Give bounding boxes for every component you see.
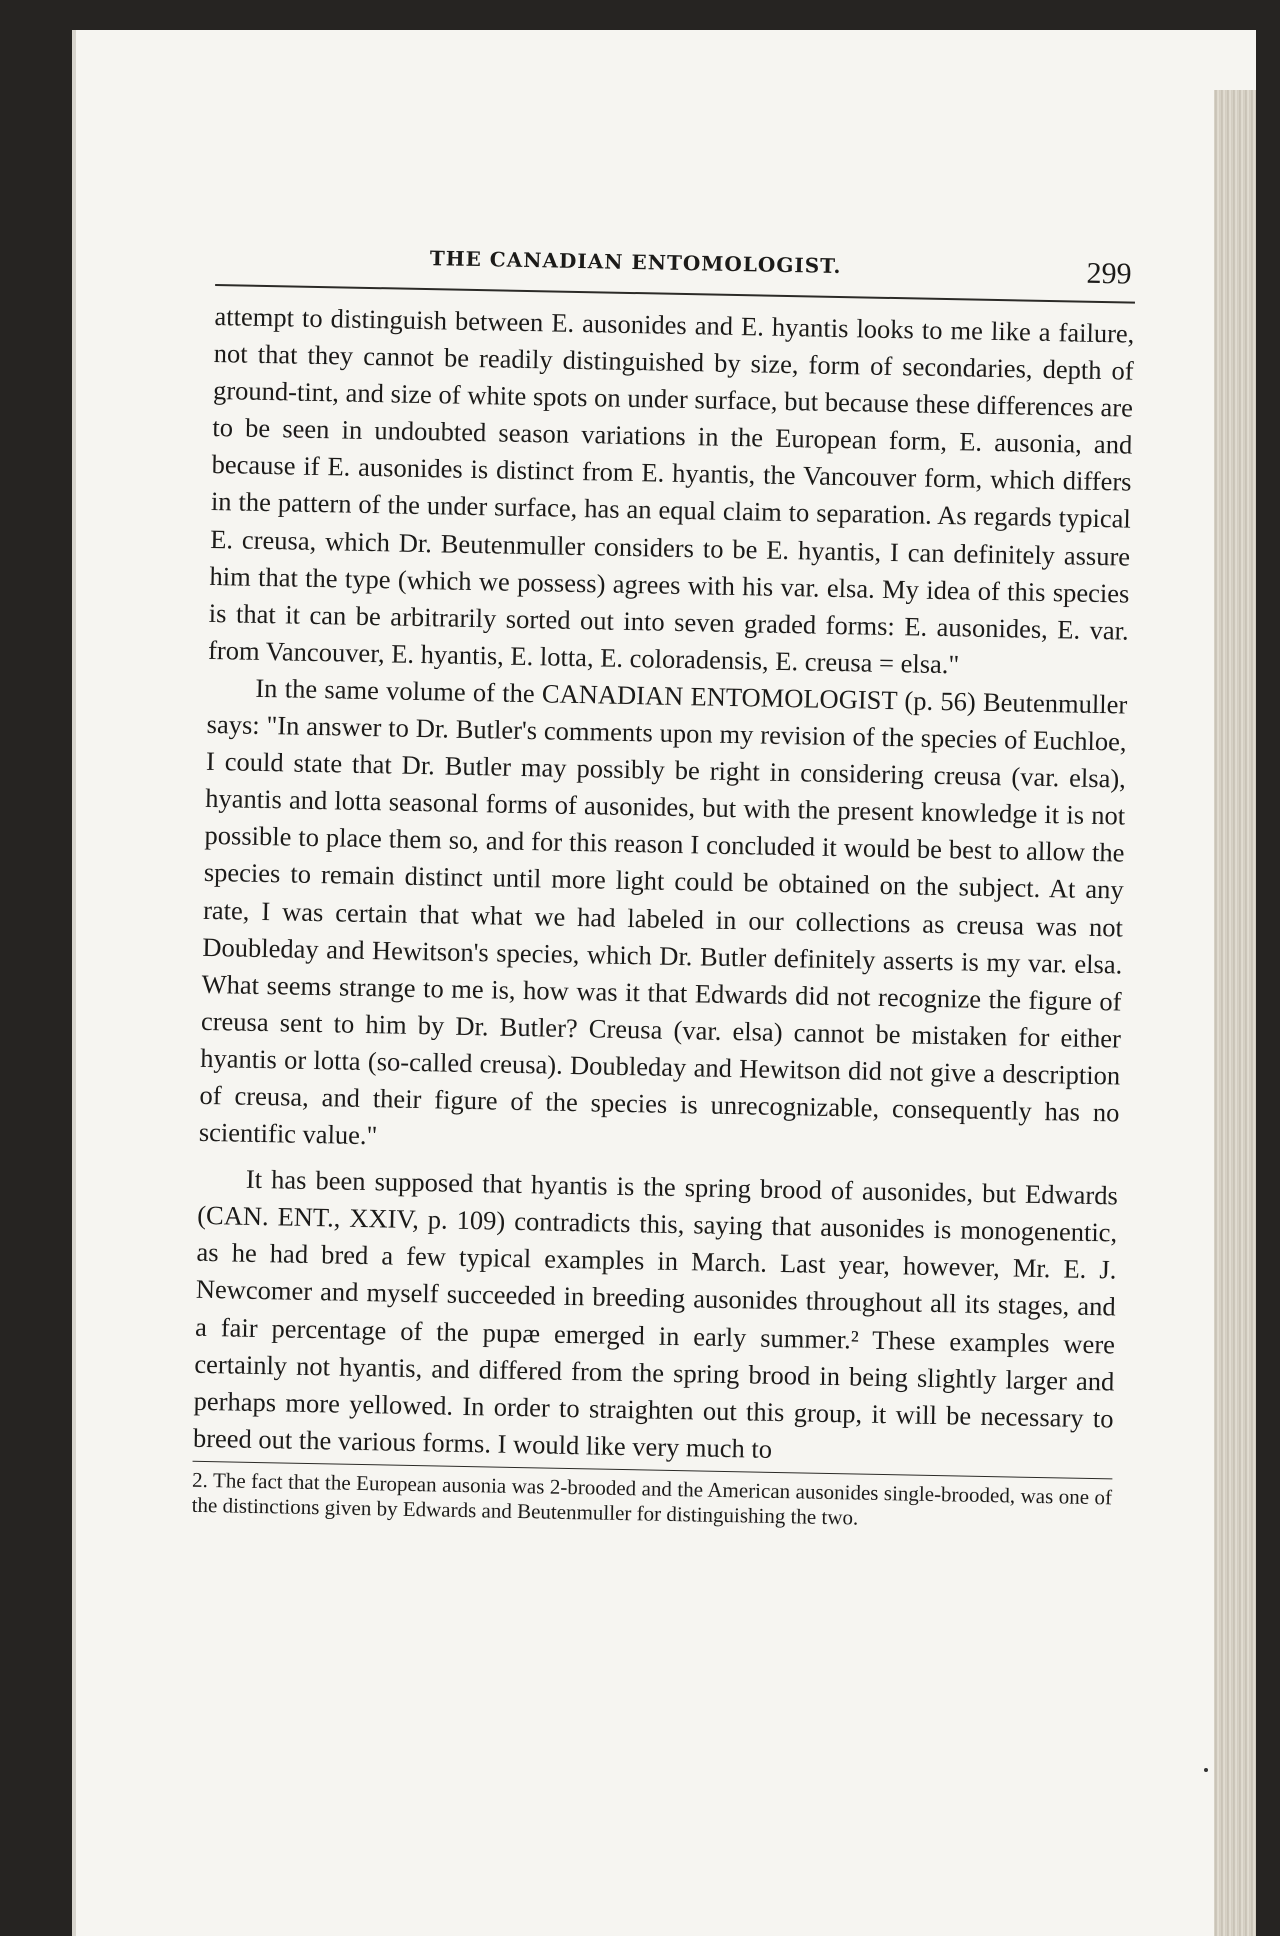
paragraph: attempt to distinguish between E. ausonides and E. hyantis looks to me like a failure, not that they cannot be readily distinguished by size, form of secondaries, depth of ground-tint, and size of white spots on under surface, but because these differences are to be seen in undoubted season variations in the European form, E. ausonia, and because if E. ausonides is distinct from E. hyantis, the Vancouver form, which differs in the pattern of the under surface, has an equal claim to separation. As regards typical E. creusa, which Dr. Beutenmuller considers to be E. hyantis, I can definitely assure him that the type (which we possess) agrees with his var. elsa. My idea of this species is that it can be arbitrarily sorted out into seven graded forms: E. ausonides, E. var. from Vancouver, E. hyantis, E. lotta, E. coloradensis, E. creusa = elsa.": [207, 300, 1135, 680]
page-fore-edge: [1214, 90, 1256, 1936]
paragraph: It has been supposed that hyantis is the spring brood of ausonides, but Edwards (CAN. ENT., XXIV, p. 109) contradicts this, saying that ausonides is monogenentic, as he had bred a few typical examples in March. Last year, however, Mr. E. J. Newcomer and myself succeeded in breeding ausonides throughout all its stages, and a fair percentage of the pupæ emerged in early summer.² These examples were certainly not hyantis, and differed from the spring brood in being slightly larger and perhaps more yellowed. In order to straighten out this group, it will be necessary to breed out the various forms. I would like very much to: [192, 1163, 1119, 1464]
body-text: [193, 298, 1135, 1474]
page-content: [191, 240, 1135, 1535]
page-number: 299: [1086, 256, 1132, 291]
page-header: [215, 240, 1136, 302]
ink-speck: [1204, 1768, 1208, 1772]
running-head: THE CANADIAN ENTOMOLOGIST.: [429, 246, 842, 279]
footnote: 2. The fact that the European ausonia was 2-brooded and the American ausonides single-brooded, was one of the distinctions given by Edwards and Beutenmuller for distinguishing the two.: [191, 1467, 1113, 1530]
book-page: [72, 30, 1256, 1936]
paragraph: In the same volume of the CANADIAN ENTOMOLOGIST (p. 56) Beutenmuller says: "In answer to Dr. Butler's comments upon my revision of the species of Euchloe, I could state that Dr. Butler may possibly be right in considering creusa (var. elsa), hyantis and lotta seasonal forms of ausonides, but with the present knowledge it is not possible to place them so, and for this reason I concluded it would be best to allow the species to remain distinct until more light could be obtained on the subject. At any rate, I was certain that what we had labeled in our collections as creusa was not Doubleday and Hewitson's species, which Dr. Butler definitely asserts is my var. elsa. What seems strange to me is, how was it that Edwards did not recognize the figure of creusa sent to him by Dr. Butler? Creusa (var. elsa) cannot be mistaken for either hyantis or lotta (so-called creusa). Doubleday and Hewitson did not give a description of creusa, and their figure of the species is unrecognizable, consequently has no scientific value.": [198, 672, 1128, 1151]
